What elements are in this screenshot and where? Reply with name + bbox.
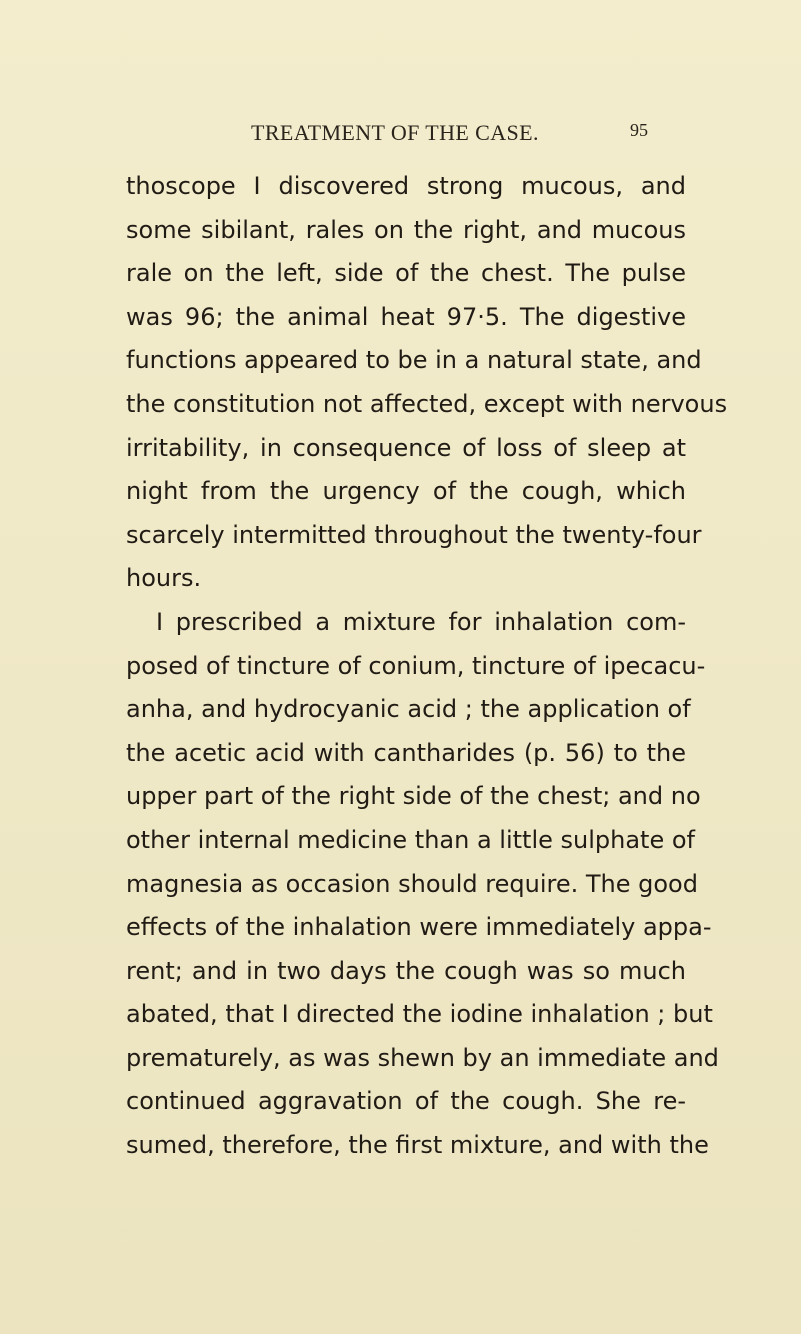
text-line: other internal medicine than a little sulphate of: [126, 825, 695, 854]
text-line: the acetic acid with cantharides (p. 56) to the: [126, 738, 686, 767]
page-header: [0, 120, 801, 150]
text-line: the constitution not affected, except with nervous: [126, 389, 728, 418]
page-number: 95: [630, 120, 648, 140]
text-line: anha, and hydrocyanic acid ; the application of: [126, 695, 691, 724]
text-line: thoscope I discovered strong mucous, and: [126, 172, 686, 200]
text-line: scarcely intermitted throughout the twenty-four: [126, 520, 702, 549]
body-text: [126, 165, 728, 1168]
text-line: prematurely, as was shewn by an immediate and: [126, 1043, 719, 1072]
text-line: some sibilant, rales on the right, and mucous: [126, 215, 686, 244]
text-line: posed of tincture of conium, tincture of ipecacu-: [126, 651, 706, 680]
text-line: effects of the inhalation were immediately appa-: [126, 913, 712, 942]
text-line: night from the urgency of the cough, which: [126, 477, 686, 506]
text-line: I prescribed a mixture for inhalation com-: [156, 607, 686, 636]
text-line: functions appeared to be in a natural state, and: [126, 346, 702, 375]
text-line: rale on the left, side of the chest. The pulse: [126, 259, 686, 288]
running-head: TREATMENT OF THE CASE.: [251, 120, 539, 145]
text-line: magnesia as occasion should require. The good: [126, 869, 698, 898]
text-line: upper part of the right side of the chest; and no: [126, 782, 701, 811]
text-line: abated, that I directed the iodine inhalation ; but: [126, 1000, 713, 1029]
text-line: continued aggravation of the cough. She re-: [126, 1087, 686, 1116]
text-line: irritability, in consequence of loss of sleep at: [126, 433, 686, 462]
text-line: rent; and in two days the cough was so much: [126, 956, 686, 985]
text-line: was 96; the animal heat 97·5. The digestive: [126, 302, 686, 331]
text-line: hours.: [126, 564, 202, 593]
text-line: sumed, therefore, the first mixture, and with the: [126, 1131, 709, 1160]
